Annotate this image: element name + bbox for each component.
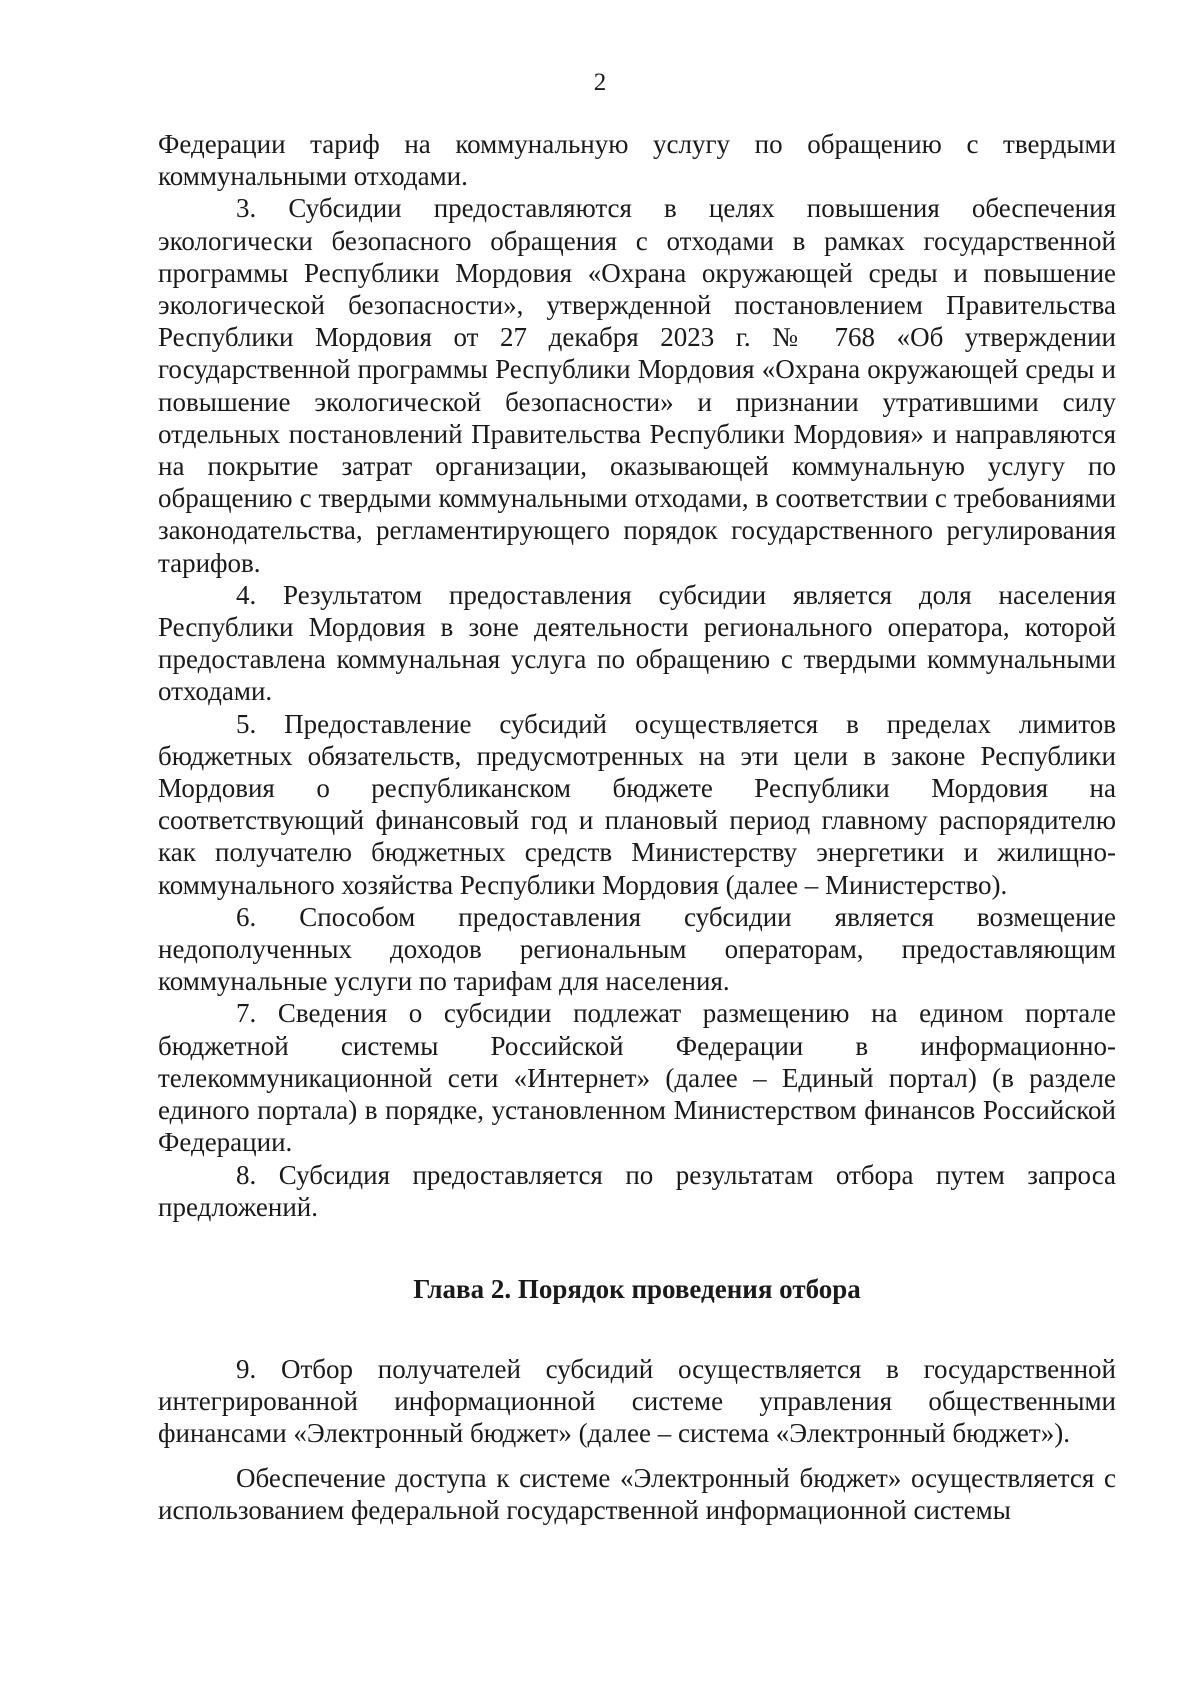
paragraph-3: 3. Субсидии предоставляются в целях повышения обеспечения экологически безопасного обращения с отходами в рамках государственной программы Республики Мордовия «Охрана окружающей среды и повышение экологической безопасности», утвержденной постановлением Правительства Республики Мордовия от 27 декабря 2023 г. № 768 «Об утверждении государственной программы Республики Мордовия «Охрана окружающей среды и повышение экологической безопасности» и признании утратившими силу отдельных постановлений Правительства Республики Мордовия» и направляются на покрытие затрат организации, оказывающей коммунальную услугу по обращению с твердыми коммунальными отходами, в соответствии с требованиями законодательства, регламентирующего порядок государственного регулирования тарифов.: [158, 193, 1116, 578]
paragraph-5: 5. Предоставление субсидий осуществляется в пределах лимитов бюджетных обязательств, предусмотренных на эти цели в законе Республики Мордовия о республиканском бюджете Республики Мордовия на соответствующий финансовый год и плановый период главному распорядителю как получателю бюджетных средств Министерству энергетики и жилищно-коммунального хозяйства Республики Мордовия (далее – Министерство).: [158, 708, 1116, 900]
page-number: 2: [593, 69, 607, 96]
chapter-heading: Глава 2. Порядок проведения отбора: [413, 1273, 861, 1304]
paragraph-7: 7. Сведения о субсидии подлежат размещению на едином портале бюджетной системы Российской Федерации в информационно-телекоммуникационной сети «Интернет» (далее – Единый портал) (в разделе единого портала) в порядке, установленном Министерством финансов Российской Федерации.: [158, 998, 1116, 1158]
paragraph-6: 6. Способом предоставления субсидии является возмещение недополученных доходов региональным операторам, предоставляющим коммунальные услуги по тарифам для населения.: [158, 901, 1116, 997]
continuation-paragraph: Федерации тариф на коммунальную услугу по обращению с твердыми коммунальными отходами.: [158, 129, 1116, 192]
paragraph-9: 9. Отбор получателей субсидий осуществляется в государственной интегрированной информационной системе управления общественными финансами «Электронный бюджет» (далее – система «Электронный бюджет»).: [158, 1353, 1116, 1449]
paragraph-access: Обеспечение доступа к системе «Электронный бюджет» осуществляется с использованием федеральной государственной информационной системы: [158, 1462, 1116, 1525]
document-body: [158, 128, 1116, 1526]
paragraph-8: 8. Субсидия предоставляется по результатам отбора путем запроса предложений.: [158, 1159, 1116, 1222]
paragraph-4: 4. Результатом предоставления субсидии является доля населения Республики Мордовия в зоне деятельности регионального оператора, которой предоставлена коммунальная услуга по обращению с твердыми коммунальными отходами.: [158, 579, 1116, 707]
